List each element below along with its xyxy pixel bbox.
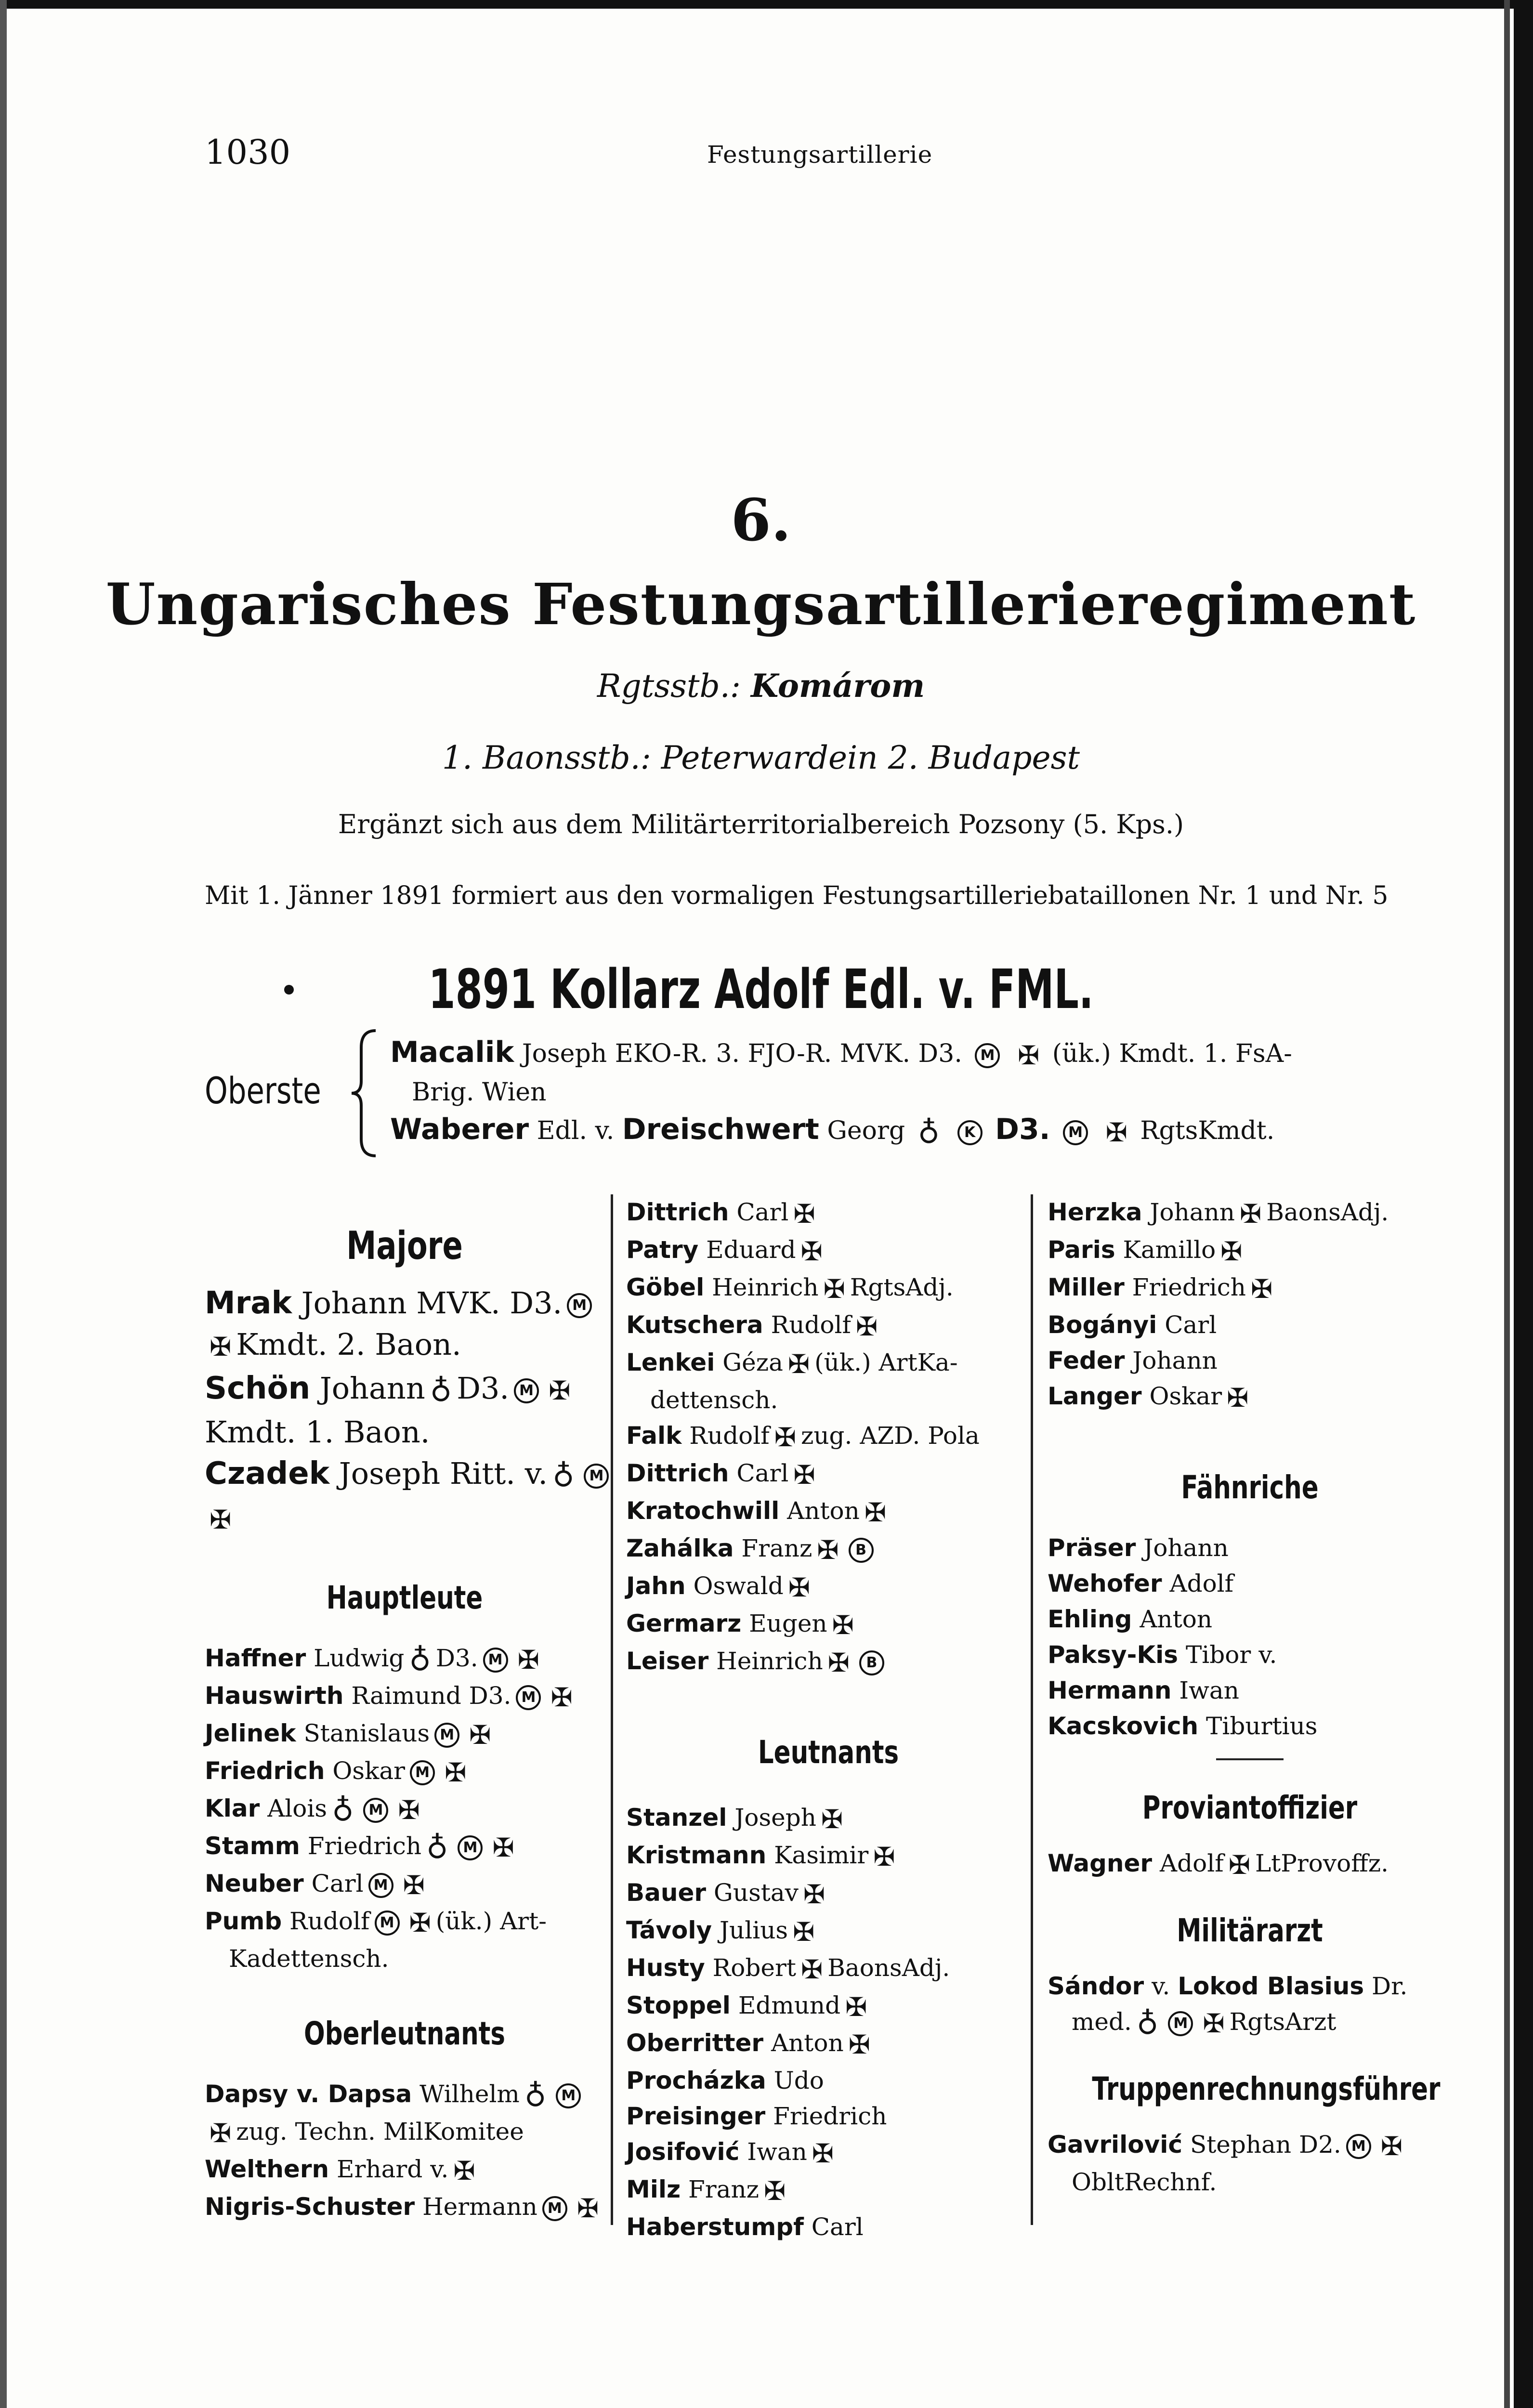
list-item: Falk Rudolf ✠ zug. AZD. Pola — [626, 1418, 1031, 1455]
list-item: Jahn Oswald ✠ — [626, 1568, 1031, 1606]
page-number: 1030 — [205, 132, 291, 172]
list-item: Göbel Heinrich ✠ RgtsAdj. — [626, 1269, 1031, 1307]
cross-icon: ✠ — [793, 1199, 815, 1229]
cross-icon: ✠ — [812, 2138, 834, 2169]
list-item: Patry Eduard ✠ — [626, 1232, 1031, 1269]
list-item: Procházka Udo — [626, 2067, 824, 2094]
brace — [349, 1028, 378, 1158]
cross-icon: ✠ — [1228, 1850, 1250, 1880]
cross-icon: ✠ — [1250, 1274, 1273, 1304]
cross-icon: ✠ — [210, 1331, 232, 1362]
column-middle — [626, 1194, 1031, 2245]
section-divider — [1216, 1758, 1284, 1760]
column-right — [1048, 1194, 1452, 2200]
list-item: Klar Alois ♁ M ✠ — [205, 1792, 420, 1828]
list-item: Távoly Julius ✠ — [626, 1912, 1031, 1950]
knot-icon: ♁ — [552, 1458, 575, 1493]
list-item: Paksy-Kis Tibor v. — [1048, 1641, 1277, 1669]
list-item: Kadettensch. — [229, 1944, 389, 1973]
cross-icon: ✠ — [823, 1274, 845, 1304]
battalion-staffs: 1. Baonsstb.: Peterwardein 2. Budapest — [442, 739, 1080, 776]
list-item: Hauswirth Raimund D3. M ✠ — [205, 1678, 604, 1715]
cross-icon: ✠ — [803, 1879, 825, 1910]
list-item: Bogányi Carl — [1048, 1311, 1217, 1339]
running-head: Festungsartillerie — [707, 141, 933, 169]
cross-icon: ✠ — [453, 2155, 475, 2186]
cross-icon: ✠ — [821, 1804, 843, 1834]
list-item: Stoppel Edmund ✠ — [626, 1988, 1031, 2025]
list-item: ✠ Kmdt. 2. Baon. — [205, 1324, 604, 1368]
regiment-number: 6. — [731, 486, 791, 554]
knot-icon: ♁ — [409, 1642, 431, 1677]
cross-icon: ✠ — [492, 1832, 514, 1863]
m-medal-icon: M — [410, 1760, 435, 1785]
list-item: Welthern Erhard v. ✠ — [205, 2151, 604, 2189]
scan-border-right-inner — [1504, 0, 1510, 2408]
cross-icon: ✠ — [469, 1719, 491, 1750]
list-item: Josifović Iwan ✠ — [626, 2134, 1031, 2172]
formation-note: Mit 1. Jänner 1891 formiert aus den vormaligen Festungsartilleriebataillonen Nr. 1 und Nr. 5 — [205, 881, 1389, 910]
b-medal-icon: B — [859, 1650, 884, 1675]
cross-icon: ✠ — [517, 1644, 539, 1675]
list-item: Mrak Johann MVK. D3. M — [205, 1283, 604, 1324]
list-item: Feder Johann — [1048, 1347, 1218, 1374]
list-item: med. ♁ M ✠ RgtsArzt — [1072, 2006, 1336, 2041]
m-medal-icon: M — [1168, 2011, 1193, 2036]
section-heading-militaerarzt: Militärarzt — [1177, 1912, 1323, 1949]
list-item: Paris Kamillo ✠ — [1048, 1232, 1452, 1269]
list-item: Pumb Rudolf M ✠ (ük.) Art- — [205, 1903, 604, 1941]
m-medal-icon: M — [434, 1723, 459, 1748]
m-medal-icon: M — [975, 1043, 1000, 1068]
cross-icon: ✠ — [398, 1794, 420, 1825]
cross-icon: ✠ — [873, 1842, 895, 1872]
oberste-label: Oberste — [205, 1069, 321, 1112]
cross-icon: ✠ — [1105, 1117, 1127, 1148]
list-item: Kristmann Kasimir ✠ — [626, 1837, 1031, 1875]
column-divider — [611, 1194, 613, 2225]
list-item: Kmdt. 1. Baon. — [205, 1414, 430, 1450]
regiment-title: Ungarisches Festungsartillerieregiment — [105, 571, 1416, 638]
m-medal-icon: M — [1346, 2134, 1371, 2159]
cross-icon: ✠ — [549, 1375, 571, 1406]
cross-icon: ✠ — [1203, 2008, 1225, 2039]
section-heading-oberleutnants: Oberleutnants — [303, 2015, 506, 2052]
cross-icon: ✠ — [409, 1907, 431, 1938]
cross-icon: ✠ — [827, 1648, 850, 1678]
list-item: ✠ zug. Techn. MilKomitee — [205, 2114, 604, 2151]
list-item: Husty Robert ✠ BaonsAdj. — [626, 1950, 1031, 1988]
list-item: Germarz Eugen ✠ — [626, 1606, 1031, 1643]
list-item: Haffner Ludwig ♁ D3. M ✠ — [205, 1642, 539, 1677]
cross-icon: ✠ — [210, 2118, 232, 2148]
scan-border-right — [1514, 0, 1533, 2408]
m-medal-icon: M — [458, 1835, 483, 1860]
list-item: Leiser Heinrich ✠ B — [626, 1643, 1031, 1681]
m-medal-icon: M — [483, 1648, 508, 1673]
list-item: Preisinger Friedrich — [626, 2102, 887, 2130]
column-left — [205, 1194, 604, 2226]
cross-icon: ✠ — [817, 1535, 839, 1565]
list-item: dettensch. — [650, 1386, 778, 1414]
cross-icon: ✠ — [788, 1572, 810, 1603]
section-heading-hauptleute: Hauptleute — [326, 1579, 483, 1616]
cross-icon: ✠ — [1220, 1236, 1243, 1267]
section-heading-truppenrechnungsfuehrer: Truppenrechnungsführer — [1092, 2070, 1441, 2107]
list-item: Kutschera Rudolf ✠ — [626, 1307, 1031, 1345]
list-item: Stamm Friedrich ♁ M ✠ — [205, 1830, 514, 1865]
recruitment-note: Ergänzt sich aus dem Militärterritorialbereich Pozsony (5. Kps.) — [338, 809, 1184, 839]
list-item: Langer Oskar ✠ — [1048, 1378, 1452, 1416]
list-item: Neuber Carl M ✠ — [205, 1866, 604, 1903]
cross-icon: ✠ — [848, 2029, 870, 2060]
m-medal-icon: M — [542, 2196, 567, 2221]
knot-icon: ♁ — [426, 1830, 448, 1865]
list-item: Milz Franz ✠ — [626, 2172, 1031, 2209]
list-item: Zahálka Franz ✠ B — [626, 1531, 1031, 1568]
list-item: Dittrich Carl ✠ — [626, 1455, 1031, 1493]
knot-icon: ♁ — [524, 2078, 547, 2113]
list-item: Präser Johann — [1048, 1534, 1229, 1562]
list-item: Sándor v. Lokod Blasius Dr. — [1048, 1972, 1408, 2000]
scan-border-top — [0, 0, 1533, 9]
cross-icon: ✠ — [774, 1422, 796, 1453]
list-item: Czadek Joseph Ritt. v. ♁ M — [205, 1453, 604, 1497]
list-item: Miller Friedrich ✠ — [1048, 1269, 1452, 1307]
cross-icon: ✠ — [445, 1757, 467, 1788]
cross-icon: ✠ — [845, 1992, 867, 2022]
section-heading-leutnants: Leutnants — [758, 1734, 899, 1771]
list-item: Bauer Gustav ✠ — [626, 1875, 1031, 1912]
cross-icon: ✠ — [864, 1497, 887, 1528]
m-medal-icon: M — [584, 1464, 609, 1489]
list-item: Herzka Johann ✠ BaonsAdj. — [1048, 1194, 1452, 1232]
list-item: Friedrich Oskar M ✠ — [205, 1753, 604, 1791]
cross-icon: ✠ — [1017, 1040, 1040, 1071]
m-medal-icon: M — [516, 1685, 541, 1710]
cross-icon: ✠ — [800, 1954, 823, 1985]
list-item: Schön Johann ♁ D3. M ✠ — [205, 1368, 604, 1412]
cross-icon: ✠ — [832, 1610, 854, 1640]
cross-icon: ✠ — [793, 1917, 815, 1947]
list-item: Gavrilović Stephan D2. M ✠ — [1048, 2127, 1452, 2164]
scan-border-left — [0, 0, 7, 2408]
list-item: Wagner Adolf ✠ LtProvoffz. — [1048, 1845, 1452, 1883]
knot-icon: ♁ — [1136, 2006, 1159, 2041]
cross-icon: ✠ — [1239, 1199, 1262, 1229]
knot-icon: ♁ — [917, 1115, 940, 1150]
list-item: Kratochwill Anton ✠ — [626, 1493, 1031, 1531]
list-item: Stanzel Joseph ✠ — [626, 1800, 1031, 1837]
section-heading-faehnriche: Fähnriche — [1181, 1469, 1319, 1506]
cross-icon: ✠ — [550, 1682, 573, 1713]
list-item: Ehling Anton — [1048, 1605, 1213, 1633]
b-medal-icon: B — [849, 1538, 874, 1563]
cross-icon: ✠ — [787, 1349, 810, 1379]
oberst-macalik-cont: Brig. Wien — [412, 1078, 547, 1107]
staff-place: Komárom — [751, 667, 925, 705]
list-item: Jelinek Stanislaus M ✠ — [205, 1715, 604, 1753]
m-medal-icon: M — [363, 1798, 388, 1823]
cross-icon: ✠ — [856, 1311, 878, 1342]
cross-icon: ✠ — [403, 1870, 425, 1900]
column-divider — [1031, 1194, 1033, 2225]
m-medal-icon: M — [514, 1378, 539, 1403]
knot-icon: ♁ — [430, 1373, 452, 1408]
section-heading-majore: Majore — [346, 1223, 463, 1268]
regiment-owner: 1891 Kollarz Adolf Edl. v. FML. — [428, 958, 1094, 1021]
k-medal-icon: K — [957, 1120, 983, 1145]
cross-icon: ✠ — [764, 2176, 786, 2206]
list-item: Dittrich Carl ✠ — [626, 1194, 1031, 1232]
list-item: Kacskovich Tiburtius — [1048, 1712, 1318, 1740]
list-item: Wehofer Adolf — [1048, 1570, 1234, 1597]
m-medal-icon: M — [375, 1911, 400, 1936]
cross-icon: ✠ — [800, 1236, 823, 1267]
list-item: Dapsy v. Dapsa Wilhelm ♁ M — [205, 2076, 604, 2114]
cross-icon: ✠ — [210, 1504, 232, 1535]
m-medal-icon: M — [1063, 1120, 1088, 1145]
m-medal-icon: M — [567, 1293, 592, 1318]
cross-icon: ✠ — [1380, 2131, 1403, 2161]
m-medal-icon: M — [368, 1873, 393, 1898]
cross-icon: ✠ — [577, 2193, 599, 2224]
list-item: Oberritter Anton ✠ — [626, 2025, 1031, 2063]
cross-icon: ✠ — [1227, 1383, 1249, 1413]
cross-icon: ✠ — [793, 1460, 815, 1490]
list-item — [205, 1497, 604, 1541]
list-item: Lenkei Géza ✠ (ük.) ArtKa- — [626, 1345, 1031, 1382]
list-item: Hermann Iwan — [1048, 1676, 1239, 1704]
knot-icon: ♁ — [332, 1792, 354, 1828]
list-item: Nigris-Schuster Hermann M ✠ — [205, 2189, 604, 2226]
section-heading-proviant: Proviantoffizier — [1142, 1789, 1358, 1826]
oberst-waberer: Waberer Edl. v. Dreischwert Georg ♁ K D3. M ✠ RgtsKmdt. — [390, 1112, 1275, 1150]
m-medal-icon: M — [556, 2083, 581, 2108]
list-item: ObltRechnf. — [1072, 2168, 1217, 2196]
list-item: Haberstumpf Carl — [626, 2213, 864, 2241]
oberst-macalik: Macalik Joseph EKO-R. 3. FJO-R. MVK. D3. M ✠ (ük.) Kmdt. 1. FsA- — [390, 1035, 1292, 1071]
staff-label: Rgtsstb.: — [597, 667, 741, 705]
regiment-staff — [29, 667, 1493, 705]
